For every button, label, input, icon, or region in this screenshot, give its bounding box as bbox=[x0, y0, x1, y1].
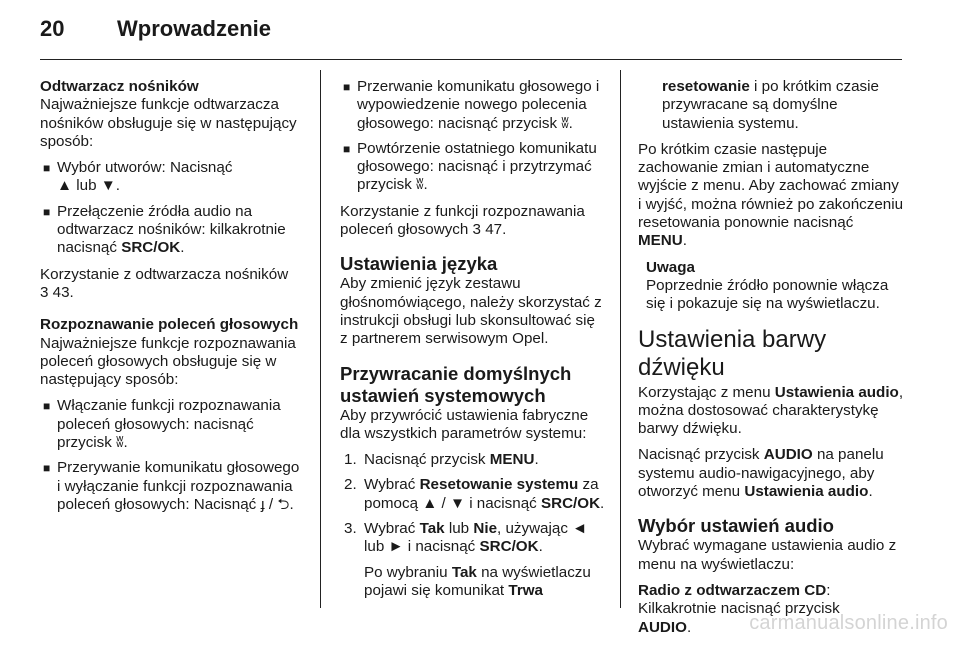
step-text: Nacisnąć przycisk bbox=[364, 451, 486, 469]
step-3: 3. Wybrać Tak lub Nie, używając ◄ lub ► i nacisnąć SRC/OK. Po wybraniu Tak na wyświetlaczu pojawi się komunikat Trwa bbox=[340, 520, 606, 600]
voice-icon: ʬ. bbox=[116, 434, 128, 452]
step-1: 1. Nacisnąć przycisk MENU. bbox=[344, 451, 539, 469]
bullet-text: Przerwanie komunikatu głosowego i wypowiedzenie nowego polecenia głosowego: nacisnąć przycisk bbox=[357, 78, 600, 132]
key-label: SRC/OK bbox=[479, 538, 539, 556]
paragraph-after-reset: Po krótkim czasie następuje zachowanie zmian i automatyczne wyjście z menu. Aby zachować zmiany i wyjść, można również po zakończeniu resetowania ponownie nacisnąć MENU. bbox=[638, 140, 904, 250]
paragraph-reset-intro: Aby przywrócić ustawienia fabryczne dla wszystkich parametrów systemu: bbox=[340, 406, 589, 442]
media-bullet-list bbox=[40, 159, 306, 257]
bullet-text: Wybór utworów: Nacisnąć bbox=[57, 159, 233, 177]
paragraph-text: Po krótkim czasie następuje zachowanie zmian i automatyczne wyjście z menu. Aby zachować zmiany i wyjść, można również po zakończeniu resetowania ponownie nacisnąć bbox=[638, 140, 904, 232]
key-label: MENU bbox=[638, 232, 683, 250]
key-label: SRC/OK bbox=[540, 494, 601, 512]
message-label: Trwa bbox=[508, 581, 543, 599]
paragraph-tone-1 bbox=[638, 384, 906, 439]
bullet-voice-repeat bbox=[340, 140, 606, 195]
note-text: Poprzednie źródło ponownie włącza się i pokazuje się na wyświetlaczu. bbox=[646, 276, 889, 313]
step-number: 3. bbox=[344, 520, 357, 538]
paragraph-text: i po krótkim czasie przywracane są domyślne ustawienia systemu. bbox=[662, 78, 879, 132]
step-text: Po wybraniu bbox=[364, 563, 448, 581]
bullet-text: Przełączenie źródła audio na odtwarzacz nośników: kilkakrotnie nacisnąć bbox=[57, 202, 286, 257]
paragraph-text: Nacisnąć przycisk bbox=[638, 446, 760, 464]
step-text: na wyświetlaczu pojawi się komunikat bbox=[364, 563, 591, 599]
option-label: Nie bbox=[473, 520, 498, 538]
step-number: 1. bbox=[344, 451, 357, 469]
option-label: Tak bbox=[419, 520, 445, 538]
bullet-track-select bbox=[40, 159, 306, 196]
paragraph-text: Korzystając z menu bbox=[638, 383, 771, 401]
note-box bbox=[646, 259, 906, 314]
key-label: SRC/OK bbox=[121, 239, 181, 257]
bullet-text: Powtórzenie ostatniego komunikatu głosowego: nacisnąć i przytrzymać przycisk bbox=[357, 139, 597, 194]
paragraph-radio-cd: Radio z odtwarzaczem CD: Kilkakrotnie nacisnąć przycisk AUDIO. bbox=[638, 581, 840, 636]
bullet-text: Przerywanie komunikatu głosowego i wyłączanie funkcji rozpoznawania poleceń głosowych: Nacisnąć bbox=[57, 459, 300, 513]
heading-tone-settings: Ustawienia barwy dźwięku bbox=[638, 325, 827, 381]
bullet-source-switch: ■ Przełączenie źródła audio na odtwarzacz nośników: kilkakrotnie nacisnąć SRC/OK. bbox=[40, 203, 306, 258]
hangup-back-icon: ɟ / ⮌. bbox=[260, 495, 294, 513]
key-label: MENU bbox=[489, 451, 535, 469]
column-divider-1 bbox=[320, 70, 321, 608]
step-number: 2. bbox=[344, 476, 357, 494]
message-label: resetowanie bbox=[662, 78, 750, 95]
heading-media-player: Odtwarzacz nośników bbox=[40, 78, 199, 95]
step-text: , używając ◄ lub ► i nacisnąć bbox=[364, 520, 588, 556]
menu-label: Ustawienia audio bbox=[744, 483, 869, 501]
bullet-text: ▲ lub ▼. bbox=[57, 177, 120, 195]
menu-label: Ustawienia audio bbox=[774, 383, 899, 401]
menu-label: Resetowanie systemu bbox=[419, 476, 579, 494]
column-2 bbox=[340, 78, 606, 607]
mode-label: Radio z odtwarzaczem CD bbox=[638, 581, 827, 599]
page-number: 20 bbox=[40, 16, 65, 41]
bullet-voice-interrupt bbox=[340, 78, 606, 133]
paragraph-language: Aby zmienić język zestawu głośnomówiącego, należy skorzystać z instrukcji obsługi lub skonsultować się z partnerem serwisowym Opel. bbox=[340, 275, 602, 348]
voice-bullet-list-cont bbox=[340, 78, 606, 195]
bullet-voice-enable bbox=[40, 397, 306, 452]
column-1 bbox=[40, 78, 306, 522]
paragraph-voice-use: Korzystanie z funkcji rozpoznawania poleceń głosowych 3 47. bbox=[340, 202, 585, 239]
note-title: Uwaga bbox=[646, 258, 695, 276]
column-3 bbox=[638, 78, 906, 645]
step-text: Wybrać bbox=[364, 520, 416, 538]
step-3-note bbox=[364, 564, 606, 601]
step-text: Wybrać bbox=[364, 476, 416, 494]
heading-voice-recognition: Rozpoznawanie poleceń głosowych bbox=[40, 316, 299, 334]
watermark: carmanualsonline.info bbox=[749, 612, 948, 634]
paragraph-text: na panelu systemu audio-nawigacyjnego, aby otworzyć menu bbox=[638, 446, 884, 501]
paragraph-tone-2: Nacisnąć przycisk AUDIO na panelu systemu audio-nawigacyjnego, aby otworzyć menu Ustawienia audio. bbox=[638, 446, 884, 501]
heading-reset: Przywracanie domyślnych ustawień systemowych bbox=[340, 362, 572, 406]
paragraph-voice-intro: Najważniejsze funkcje rozpoznawania poleceń głosowych obsługuje się w następujący sposób: bbox=[40, 334, 296, 389]
paragraph-text: Kilkakrotnie nacisnąć przycisk bbox=[638, 600, 840, 618]
column-divider-2 bbox=[620, 70, 621, 608]
key-label: AUDIO bbox=[763, 446, 813, 464]
step-2: 2. Wybrać Resetowanie systemu za pomocą ▲ / ▼ i nacisnąć SRC/OK. bbox=[344, 476, 605, 512]
paragraph-text: Korzystanie z odtwarzacza nośników bbox=[40, 265, 289, 283]
voice-icon: ʬ. bbox=[561, 114, 573, 132]
reset-steps bbox=[340, 451, 606, 600]
step-text: lub bbox=[448, 520, 470, 538]
key-label: AUDIO bbox=[638, 618, 687, 636]
header-rule bbox=[40, 59, 902, 60]
bullet-text: Włączanie funkcji rozpoznawania poleceń głosowych: nacisnąć przycisk bbox=[57, 397, 281, 452]
reset-continuation bbox=[638, 78, 906, 133]
option-label: Tak bbox=[451, 563, 477, 581]
paragraph-media-intro: Najważniejsze funkcje odtwarzacza nośników obsługuje się w następujący sposób: bbox=[40, 96, 297, 150]
page-header bbox=[0, 0, 960, 62]
heading-audio-select: Wybór ustawień audio bbox=[638, 515, 834, 537]
voice-icon: ʬ. bbox=[416, 176, 428, 194]
page-reference: 3 43. bbox=[40, 283, 74, 301]
page-title: Wprowadzenie bbox=[117, 16, 272, 41]
heading-language: Ustawienia języka bbox=[340, 253, 498, 275]
step-text: za pomocą ▲ / ▼ i nacisnąć bbox=[364, 476, 599, 512]
paragraph-audio-select: Wybrać wymagane ustawienia audio z menu na wyświetlaczu: bbox=[638, 537, 897, 573]
paragraph-media-use bbox=[40, 266, 306, 303]
voice-bullet-list bbox=[40, 397, 306, 514]
paragraph-text: , można dostosować charakterystykę barwy dźwięku. bbox=[638, 383, 904, 438]
bullet-voice-stop bbox=[40, 459, 306, 514]
